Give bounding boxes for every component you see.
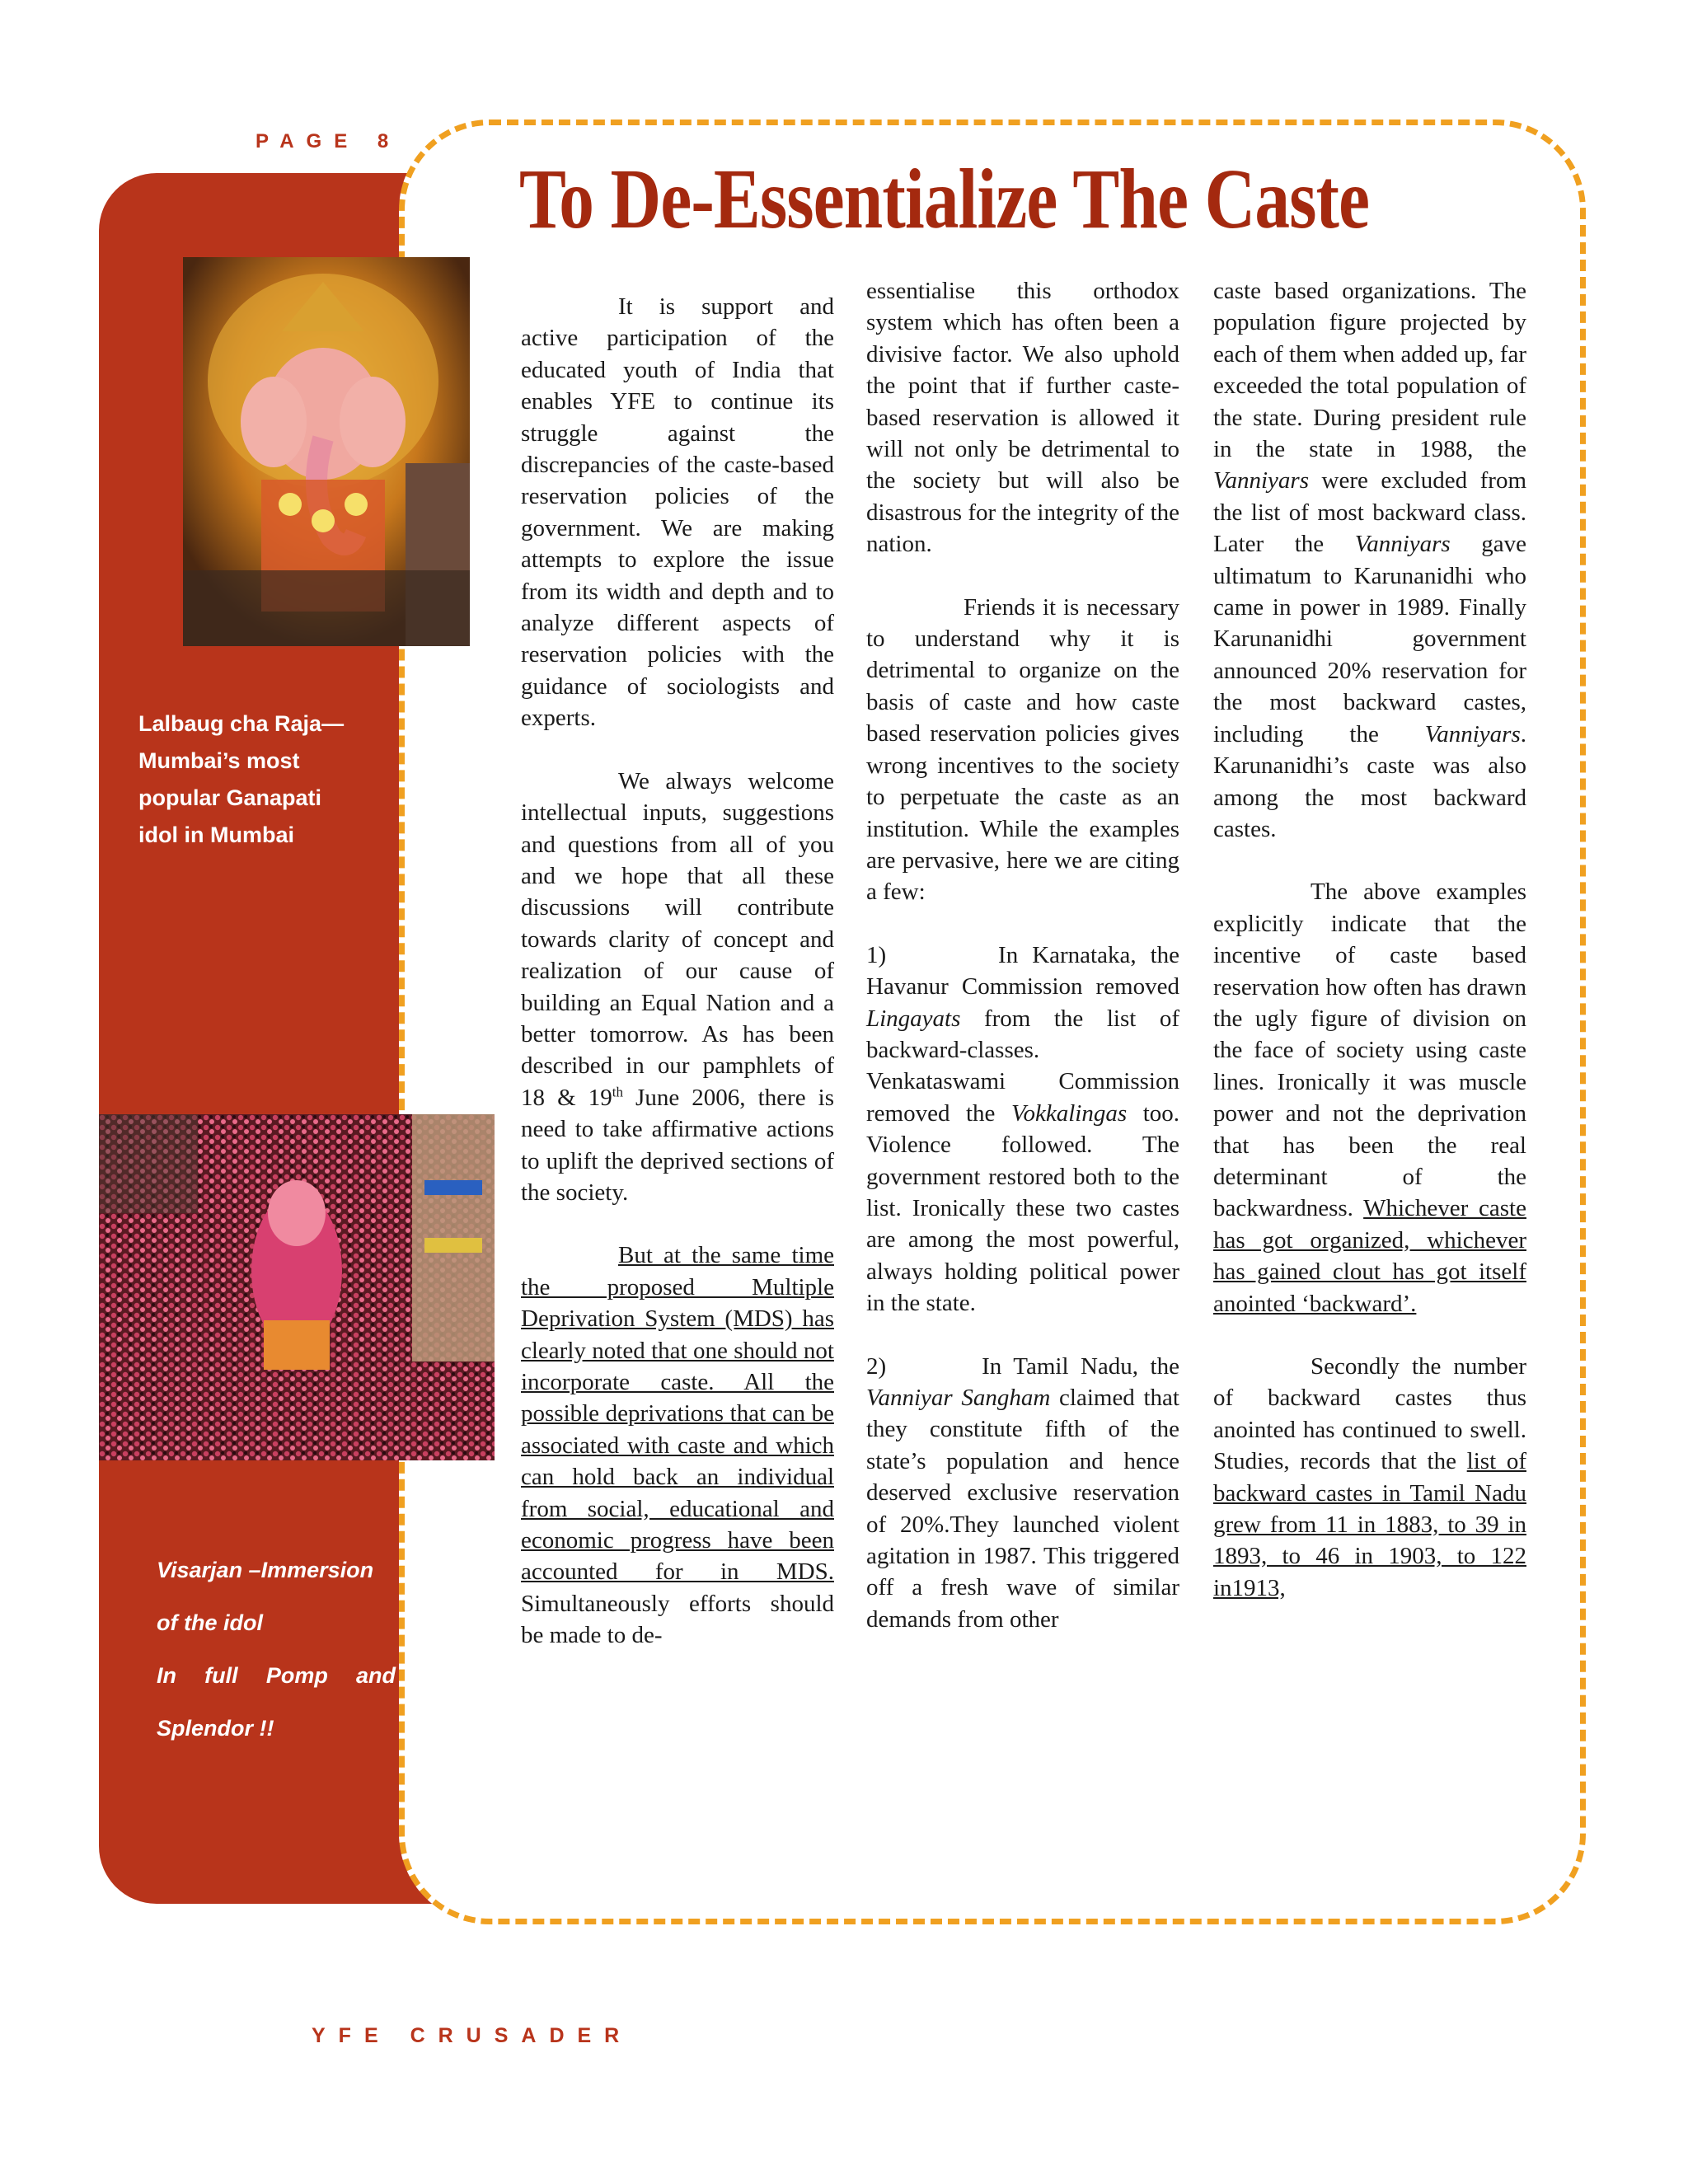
- photo-caption-lalbaug: Lalbaug cha Raja— Mumbai’s most popular Ganapati idol in Mumbai: [138, 711, 345, 847]
- paragraph: Friends it is necessary to understand why it is detrimental to organize on the basis of caste and how caste based reservation policies gives wrong incentives to the society to perpetuate the caste as an institution. While the examples are pervasive, here we are citing a few:: [866, 593, 1179, 906]
- paragraph: We always welcome intellectual inputs, suggestions and questions from all of you and we hope that all these discussions will contribute towards clarity of concept and realization of our cause of building an Equal Nation and a better tomorrow. As has been described in our pamphlets of 18 & 19th June 2006, there is need to take affirmative actions to uplift the deprived sections of the society.: [521, 767, 834, 1206]
- publication-name: YFE CRUSADER: [312, 2024, 633, 2047]
- article-column-3: [1213, 275, 1526, 1604]
- paragraph: But at the same time the proposed Multiple Deprivation System (MDS) has clearly noted that one should not incorporate caste. All the possible deprivations that can be associated with caste and which can hold back an individual from social, educational and economic progress have been accounted for in MDS. Simultaneously efforts should be made to de-: [521, 1242, 834, 1649]
- paragraph: caste based organizations. The population figure projected by each of them when added up, far exceeded the total population of the state. During president rule in the state in 1988, the Vanniyars were excluded from the list of most backward class. Later the Vanniyars gave ultimatum to Karunanidhi who came in power in 1989. Finally Karunanidhi government announced 20% reservation for the most backward castes, including the Vanniyars. Karunanidhi’s caste was also among the most backward castes.: [1213, 278, 1526, 842]
- visarjan-crowd-photo: [99, 1114, 495, 1460]
- page-number: PAGE 8: [256, 130, 401, 152]
- article-column-1: [521, 291, 834, 1652]
- paragraph: It is support and active participation of the educated youth of India that enables YFE to continue its struggle against the discrepancies of the caste-based reservation policies of the government. We are making attempts to explore the issue from its width and depth and to analyze different aspects of reservation policies with the guidance of sociologists and experts.: [521, 293, 834, 732]
- photo-caption-visarjan: Visarjan –Immersion of the idol In full Pomp and Splendor !!: [157, 1558, 396, 1741]
- article-column-2: [866, 275, 1186, 1635]
- paragraph: The above examples explicitly indicate that the incentive of caste based reservation how often has drawn the ugly figure of division on the face of society using caste lines. Ironically it was muscle power and not the deprivation that has been the real determinant of the backwardness. Whichever caste has got organized, whichever has gained clout has got itself anointed ‘backward’.: [1213, 879, 1526, 1317]
- paragraph: essentialise this orthodox system which has often been a divisive factor. We also uphold the point that if further caste-based reservation is allowed it will not only be detrimental to the society but will also be disastrous for the integrity of the nation.: [866, 278, 1179, 558]
- article-title: To De-Essentialize The Caste: [519, 152, 1370, 246]
- paragraph: 2) In Tamil Nadu, the Vanniyar Sangham claimed that they constitute fifth of the state’s population and hence deserved exclusive reservation of 20%.They launched violent agitation in 1987. This triggered off a fresh wave of similar demands from other: [866, 1352, 1186, 1633]
- paragraph: 1) In Karnataka, the Havanur Commission removed Lingayats from the list of backward-classes. Venkataswami Commission removed the Vokkalingas too. Violence followed. The government restored both to the list. Ironically these two castes are among the most powerful, always holding political power in the state.: [866, 941, 1186, 1317]
- paragraph: Secondly the number of backward castes thus anointed has continued to swell. Studies, records that the list of backward castes in Tamil Nadu grew from 11 in 1883, to 39 in 1893, to 46 in 1903, to 122 in1913,: [1213, 1353, 1526, 1601]
- ganapati-idol-photo: [183, 257, 470, 646]
